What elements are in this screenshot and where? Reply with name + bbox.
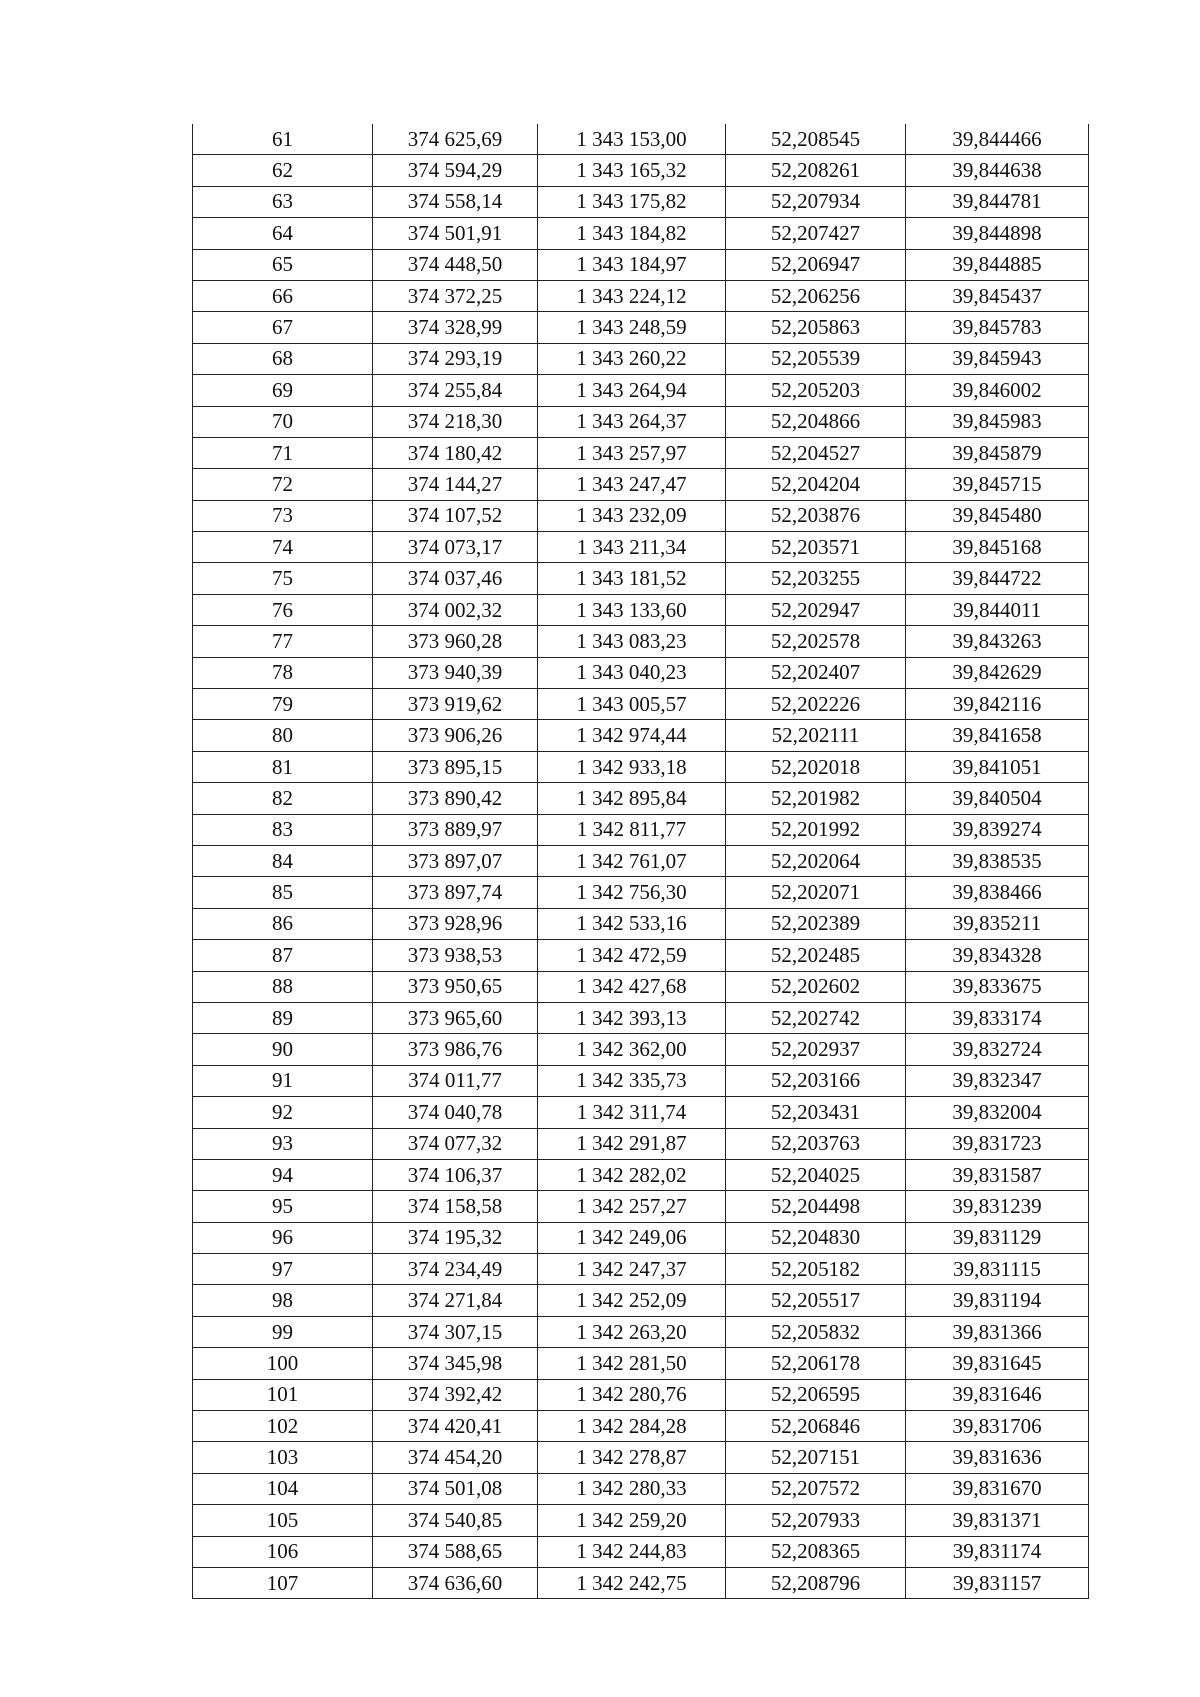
x-coordinate-cell: 374 077,32 — [373, 1128, 538, 1159]
y-coordinate-cell: 1 342 811,77 — [538, 814, 726, 845]
point-number-cell: 107 — [193, 1567, 373, 1598]
point-number-cell: 78 — [193, 657, 373, 688]
longitude-cell: 39,845168 — [906, 532, 1089, 563]
x-coordinate-cell: 373 906,26 — [373, 720, 538, 751]
y-coordinate-cell: 1 342 472,59 — [538, 940, 726, 971]
longitude-cell: 39,844898 — [906, 218, 1089, 249]
x-coordinate-cell: 373 895,15 — [373, 751, 538, 782]
y-coordinate-cell: 1 343 257,97 — [538, 437, 726, 468]
table-row — [193, 1567, 1089, 1598]
point-number-cell: 90 — [193, 1034, 373, 1065]
longitude-cell: 39,831157 — [906, 1567, 1089, 1598]
point-number-cell: 62 — [193, 155, 373, 186]
latitude-cell: 52,203431 — [726, 1097, 906, 1128]
table-row — [193, 971, 1089, 1002]
point-number-cell: 99 — [193, 1316, 373, 1347]
table-row — [193, 940, 1089, 971]
y-coordinate-cell: 1 343 153,00 — [538, 124, 726, 155]
longitude-cell: 39,841051 — [906, 751, 1089, 782]
longitude-cell: 39,844638 — [906, 155, 1089, 186]
latitude-cell: 52,202407 — [726, 657, 906, 688]
latitude-cell: 52,202111 — [726, 720, 906, 751]
point-number-cell: 66 — [193, 280, 373, 311]
longitude-cell: 39,831670 — [906, 1473, 1089, 1504]
latitude-cell: 52,207934 — [726, 186, 906, 217]
longitude-cell: 39,844722 — [906, 563, 1089, 594]
longitude-cell: 39,845983 — [906, 406, 1089, 437]
longitude-cell: 39,846002 — [906, 375, 1089, 406]
table-row — [193, 1128, 1089, 1159]
longitude-cell: 39,831636 — [906, 1442, 1089, 1473]
y-coordinate-cell: 1 343 224,12 — [538, 280, 726, 311]
y-coordinate-cell: 1 342 281,50 — [538, 1348, 726, 1379]
x-coordinate-cell: 374 106,37 — [373, 1159, 538, 1190]
table-row — [193, 312, 1089, 343]
coordinates-table — [192, 124, 1089, 1599]
table-row — [193, 657, 1089, 688]
longitude-cell: 39,831706 — [906, 1411, 1089, 1442]
longitude-cell: 39,844781 — [906, 186, 1089, 217]
point-number-cell: 75 — [193, 563, 373, 594]
latitude-cell: 52,202064 — [726, 845, 906, 876]
y-coordinate-cell: 1 342 974,44 — [538, 720, 726, 751]
table-row — [193, 1536, 1089, 1567]
point-number-cell: 88 — [193, 971, 373, 1002]
table-row — [193, 783, 1089, 814]
table-row — [193, 1442, 1089, 1473]
point-number-cell: 73 — [193, 500, 373, 531]
point-number-cell: 106 — [193, 1536, 373, 1567]
point-number-cell: 86 — [193, 908, 373, 939]
table-row — [193, 532, 1089, 563]
point-number-cell: 61 — [193, 124, 373, 155]
y-coordinate-cell: 1 342 244,83 — [538, 1536, 726, 1567]
x-coordinate-cell: 373 960,28 — [373, 626, 538, 657]
latitude-cell: 52,206947 — [726, 249, 906, 280]
point-number-cell: 89 — [193, 1002, 373, 1033]
y-coordinate-cell: 1 343 005,57 — [538, 689, 726, 720]
x-coordinate-cell: 374 234,49 — [373, 1254, 538, 1285]
longitude-cell: 39,831646 — [906, 1379, 1089, 1410]
x-coordinate-cell: 374 271,84 — [373, 1285, 538, 1316]
longitude-cell: 39,845480 — [906, 500, 1089, 531]
table-row — [193, 343, 1089, 374]
y-coordinate-cell: 1 343 260,22 — [538, 343, 726, 374]
point-number-cell: 69 — [193, 375, 373, 406]
latitude-cell: 52,203571 — [726, 532, 906, 563]
y-coordinate-cell: 1 342 278,87 — [538, 1442, 726, 1473]
table-row — [193, 720, 1089, 751]
latitude-cell: 52,207933 — [726, 1505, 906, 1536]
latitude-cell: 52,204527 — [726, 437, 906, 468]
x-coordinate-cell: 374 625,69 — [373, 124, 538, 155]
table-row — [193, 908, 1089, 939]
longitude-cell: 39,840504 — [906, 783, 1089, 814]
x-coordinate-cell: 374 158,58 — [373, 1191, 538, 1222]
longitude-cell: 39,831371 — [906, 1505, 1089, 1536]
x-coordinate-cell: 374 037,46 — [373, 563, 538, 594]
y-coordinate-cell: 1 342 427,68 — [538, 971, 726, 1002]
table-row — [193, 1159, 1089, 1190]
latitude-cell: 52,206178 — [726, 1348, 906, 1379]
latitude-cell: 52,202602 — [726, 971, 906, 1002]
point-number-cell: 92 — [193, 1097, 373, 1128]
point-number-cell: 91 — [193, 1065, 373, 1096]
point-number-cell: 71 — [193, 437, 373, 468]
x-coordinate-cell: 374 011,77 — [373, 1065, 538, 1096]
longitude-cell: 39,844011 — [906, 594, 1089, 625]
point-number-cell: 87 — [193, 940, 373, 971]
x-coordinate-cell: 373 889,97 — [373, 814, 538, 845]
y-coordinate-cell: 1 343 133,60 — [538, 594, 726, 625]
x-coordinate-cell: 373 890,42 — [373, 783, 538, 814]
latitude-cell: 52,204866 — [726, 406, 906, 437]
y-coordinate-cell: 1 342 362,00 — [538, 1034, 726, 1065]
x-coordinate-cell: 373 897,07 — [373, 845, 538, 876]
y-coordinate-cell: 1 342 247,37 — [538, 1254, 726, 1285]
table-row — [193, 218, 1089, 249]
latitude-cell: 52,208365 — [726, 1536, 906, 1567]
table-row — [193, 1254, 1089, 1285]
x-coordinate-cell: 374 218,30 — [373, 406, 538, 437]
longitude-cell: 39,831587 — [906, 1159, 1089, 1190]
x-coordinate-cell: 374 501,91 — [373, 218, 538, 249]
y-coordinate-cell: 1 343 184,82 — [538, 218, 726, 249]
y-coordinate-cell: 1 342 257,27 — [538, 1191, 726, 1222]
latitude-cell: 52,207427 — [726, 218, 906, 249]
longitude-cell: 39,845879 — [906, 437, 1089, 468]
latitude-cell: 52,204204 — [726, 469, 906, 500]
point-number-cell: 96 — [193, 1222, 373, 1253]
point-number-cell: 97 — [193, 1254, 373, 1285]
y-coordinate-cell: 1 343 165,32 — [538, 155, 726, 186]
table-row — [193, 1411, 1089, 1442]
longitude-cell: 39,845943 — [906, 343, 1089, 374]
table-row — [193, 500, 1089, 531]
x-coordinate-cell: 374 588,65 — [373, 1536, 538, 1567]
x-coordinate-cell: 374 501,08 — [373, 1473, 538, 1504]
table-row — [193, 1316, 1089, 1347]
longitude-cell: 39,831239 — [906, 1191, 1089, 1222]
longitude-cell: 39,831723 — [906, 1128, 1089, 1159]
point-number-cell: 94 — [193, 1159, 373, 1190]
table-row — [193, 1002, 1089, 1033]
latitude-cell: 52,204498 — [726, 1191, 906, 1222]
latitude-cell: 52,202937 — [726, 1034, 906, 1065]
point-number-cell: 77 — [193, 626, 373, 657]
point-number-cell: 95 — [193, 1191, 373, 1222]
x-coordinate-cell: 373 965,60 — [373, 1002, 538, 1033]
longitude-cell: 39,845715 — [906, 469, 1089, 500]
table-row — [193, 1505, 1089, 1536]
x-coordinate-cell: 374 372,25 — [373, 280, 538, 311]
x-coordinate-cell: 374 180,42 — [373, 437, 538, 468]
latitude-cell: 52,208796 — [726, 1567, 906, 1598]
coordinates-table-body — [193, 124, 1089, 1599]
x-coordinate-cell: 373 928,96 — [373, 908, 538, 939]
longitude-cell: 39,832724 — [906, 1034, 1089, 1065]
y-coordinate-cell: 1 343 040,23 — [538, 657, 726, 688]
latitude-cell: 52,203166 — [726, 1065, 906, 1096]
point-number-cell: 82 — [193, 783, 373, 814]
point-number-cell: 67 — [193, 312, 373, 343]
table-row — [193, 406, 1089, 437]
longitude-cell: 39,844466 — [906, 124, 1089, 155]
x-coordinate-cell: 374 328,99 — [373, 312, 538, 343]
table-row — [193, 814, 1089, 845]
table-row — [193, 1473, 1089, 1504]
latitude-cell: 52,201992 — [726, 814, 906, 845]
point-number-cell: 85 — [193, 877, 373, 908]
x-coordinate-cell: 373 919,62 — [373, 689, 538, 720]
y-coordinate-cell: 1 343 264,37 — [538, 406, 726, 437]
latitude-cell: 52,202485 — [726, 940, 906, 971]
table-row — [193, 563, 1089, 594]
latitude-cell: 52,205203 — [726, 375, 906, 406]
latitude-cell: 52,201982 — [726, 783, 906, 814]
latitude-cell: 52,203876 — [726, 500, 906, 531]
x-coordinate-cell: 374 594,29 — [373, 155, 538, 186]
table-row — [193, 594, 1089, 625]
latitude-cell: 52,208545 — [726, 124, 906, 155]
latitude-cell: 52,202226 — [726, 689, 906, 720]
point-number-cell: 70 — [193, 406, 373, 437]
y-coordinate-cell: 1 343 248,59 — [538, 312, 726, 343]
y-coordinate-cell: 1 342 280,33 — [538, 1473, 726, 1504]
x-coordinate-cell: 373 897,74 — [373, 877, 538, 908]
x-coordinate-cell: 374 144,27 — [373, 469, 538, 500]
latitude-cell: 52,202578 — [726, 626, 906, 657]
latitude-cell: 52,206846 — [726, 1411, 906, 1442]
point-number-cell: 93 — [193, 1128, 373, 1159]
table-row — [193, 751, 1089, 782]
y-coordinate-cell: 1 343 181,52 — [538, 563, 726, 594]
y-coordinate-cell: 1 342 933,18 — [538, 751, 726, 782]
y-coordinate-cell: 1 342 335,73 — [538, 1065, 726, 1096]
x-coordinate-cell: 373 986,76 — [373, 1034, 538, 1065]
y-coordinate-cell: 1 343 232,09 — [538, 500, 726, 531]
x-coordinate-cell: 374 540,85 — [373, 1505, 538, 1536]
latitude-cell: 52,204830 — [726, 1222, 906, 1253]
x-coordinate-cell: 374 255,84 — [373, 375, 538, 406]
x-coordinate-cell: 374 040,78 — [373, 1097, 538, 1128]
y-coordinate-cell: 1 342 284,28 — [538, 1411, 726, 1442]
x-coordinate-cell: 374 558,14 — [373, 186, 538, 217]
latitude-cell: 52,203255 — [726, 563, 906, 594]
longitude-cell: 39,831129 — [906, 1222, 1089, 1253]
y-coordinate-cell: 1 342 242,75 — [538, 1567, 726, 1598]
table-row — [193, 845, 1089, 876]
y-coordinate-cell: 1 342 761,07 — [538, 845, 726, 876]
table-row — [193, 280, 1089, 311]
table-row — [193, 1222, 1089, 1253]
point-number-cell: 105 — [193, 1505, 373, 1536]
y-coordinate-cell: 1 342 291,87 — [538, 1128, 726, 1159]
y-coordinate-cell: 1 342 263,20 — [538, 1316, 726, 1347]
point-number-cell: 65 — [193, 249, 373, 280]
table-row — [193, 877, 1089, 908]
y-coordinate-cell: 1 343 184,97 — [538, 249, 726, 280]
latitude-cell: 52,207151 — [726, 1442, 906, 1473]
longitude-cell: 39,838535 — [906, 845, 1089, 876]
x-coordinate-cell: 374 420,41 — [373, 1411, 538, 1442]
longitude-cell: 39,832347 — [906, 1065, 1089, 1096]
longitude-cell: 39,831194 — [906, 1285, 1089, 1316]
point-number-cell: 103 — [193, 1442, 373, 1473]
longitude-cell: 39,832004 — [906, 1097, 1089, 1128]
longitude-cell: 39,842116 — [906, 689, 1089, 720]
table-row — [193, 186, 1089, 217]
latitude-cell: 52,205863 — [726, 312, 906, 343]
y-coordinate-cell: 1 342 311,74 — [538, 1097, 726, 1128]
latitude-cell: 52,202742 — [726, 1002, 906, 1033]
y-coordinate-cell: 1 342 895,84 — [538, 783, 726, 814]
latitude-cell: 52,207572 — [726, 1473, 906, 1504]
latitude-cell: 52,204025 — [726, 1159, 906, 1190]
longitude-cell: 39,842629 — [906, 657, 1089, 688]
table-row — [193, 249, 1089, 280]
y-coordinate-cell: 1 343 175,82 — [538, 186, 726, 217]
longitude-cell: 39,839274 — [906, 814, 1089, 845]
longitude-cell: 39,831115 — [906, 1254, 1089, 1285]
latitude-cell: 52,203763 — [726, 1128, 906, 1159]
y-coordinate-cell: 1 342 756,30 — [538, 877, 726, 908]
table-row — [193, 626, 1089, 657]
latitude-cell: 52,205832 — [726, 1316, 906, 1347]
x-coordinate-cell: 374 307,15 — [373, 1316, 538, 1347]
latitude-cell: 52,205539 — [726, 343, 906, 374]
longitude-cell: 39,835211 — [906, 908, 1089, 939]
table-row — [193, 1065, 1089, 1096]
table-row — [193, 469, 1089, 500]
latitude-cell: 52,206595 — [726, 1379, 906, 1410]
latitude-cell: 52,202018 — [726, 751, 906, 782]
latitude-cell: 52,202947 — [726, 594, 906, 625]
latitude-cell: 52,202071 — [726, 877, 906, 908]
point-number-cell: 102 — [193, 1411, 373, 1442]
x-coordinate-cell: 374 636,60 — [373, 1567, 538, 1598]
table-row — [193, 437, 1089, 468]
point-number-cell: 104 — [193, 1473, 373, 1504]
latitude-cell: 52,205517 — [726, 1285, 906, 1316]
table-row — [193, 1191, 1089, 1222]
longitude-cell: 39,833675 — [906, 971, 1089, 1002]
y-coordinate-cell: 1 343 211,34 — [538, 532, 726, 563]
point-number-cell: 83 — [193, 814, 373, 845]
latitude-cell: 52,205182 — [726, 1254, 906, 1285]
longitude-cell: 39,843263 — [906, 626, 1089, 657]
x-coordinate-cell: 373 940,39 — [373, 657, 538, 688]
table-row — [193, 1034, 1089, 1065]
table-row — [193, 1097, 1089, 1128]
longitude-cell: 39,845783 — [906, 312, 1089, 343]
y-coordinate-cell: 1 342 280,76 — [538, 1379, 726, 1410]
latitude-cell: 52,208261 — [726, 155, 906, 186]
x-coordinate-cell: 374 195,32 — [373, 1222, 538, 1253]
longitude-cell: 39,831645 — [906, 1348, 1089, 1379]
x-coordinate-cell: 374 448,50 — [373, 249, 538, 280]
latitude-cell: 52,206256 — [726, 280, 906, 311]
table-row — [193, 155, 1089, 186]
point-number-cell: 76 — [193, 594, 373, 625]
y-coordinate-cell: 1 343 264,94 — [538, 375, 726, 406]
longitude-cell: 39,841658 — [906, 720, 1089, 751]
longitude-cell: 39,833174 — [906, 1002, 1089, 1033]
point-number-cell: 72 — [193, 469, 373, 500]
y-coordinate-cell: 1 342 393,13 — [538, 1002, 726, 1033]
x-coordinate-cell: 374 107,52 — [373, 500, 538, 531]
x-coordinate-cell: 373 950,65 — [373, 971, 538, 1002]
point-number-cell: 84 — [193, 845, 373, 876]
x-coordinate-cell: 374 392,42 — [373, 1379, 538, 1410]
point-number-cell: 74 — [193, 532, 373, 563]
longitude-cell: 39,831174 — [906, 1536, 1089, 1567]
latitude-cell: 52,202389 — [726, 908, 906, 939]
point-number-cell: 100 — [193, 1348, 373, 1379]
x-coordinate-cell: 374 293,19 — [373, 343, 538, 374]
point-number-cell: 79 — [193, 689, 373, 720]
point-number-cell: 68 — [193, 343, 373, 374]
y-coordinate-cell: 1 343 247,47 — [538, 469, 726, 500]
point-number-cell: 64 — [193, 218, 373, 249]
longitude-cell: 39,834328 — [906, 940, 1089, 971]
x-coordinate-cell: 374 002,32 — [373, 594, 538, 625]
table-row — [193, 1379, 1089, 1410]
point-number-cell: 63 — [193, 186, 373, 217]
table-row — [193, 1348, 1089, 1379]
x-coordinate-cell: 374 345,98 — [373, 1348, 538, 1379]
point-number-cell: 101 — [193, 1379, 373, 1410]
longitude-cell: 39,844885 — [906, 249, 1089, 280]
table-row — [193, 689, 1089, 720]
x-coordinate-cell: 374 073,17 — [373, 532, 538, 563]
longitude-cell: 39,831366 — [906, 1316, 1089, 1347]
y-coordinate-cell: 1 342 533,16 — [538, 908, 726, 939]
longitude-cell: 39,838466 — [906, 877, 1089, 908]
x-coordinate-cell: 373 938,53 — [373, 940, 538, 971]
y-coordinate-cell: 1 342 249,06 — [538, 1222, 726, 1253]
point-number-cell: 81 — [193, 751, 373, 782]
longitude-cell: 39,845437 — [906, 280, 1089, 311]
y-coordinate-cell: 1 342 252,09 — [538, 1285, 726, 1316]
y-coordinate-cell: 1 342 282,02 — [538, 1159, 726, 1190]
point-number-cell: 80 — [193, 720, 373, 751]
x-coordinate-cell: 374 454,20 — [373, 1442, 538, 1473]
point-number-cell: 98 — [193, 1285, 373, 1316]
table-row — [193, 124, 1089, 155]
table-row — [193, 1285, 1089, 1316]
y-coordinate-cell: 1 343 083,23 — [538, 626, 726, 657]
y-coordinate-cell: 1 342 259,20 — [538, 1505, 726, 1536]
table-row — [193, 375, 1089, 406]
